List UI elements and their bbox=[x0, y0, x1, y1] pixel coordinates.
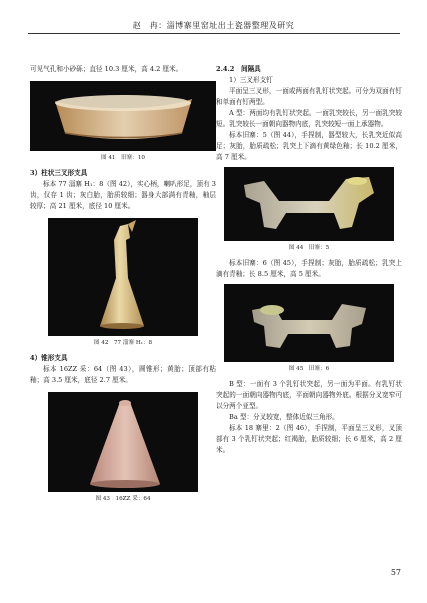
tripod-spur-a-illustration bbox=[224, 167, 394, 241]
cone-support-illustration bbox=[48, 392, 198, 492]
bowl-sherd-illustration bbox=[30, 81, 216, 151]
tripod-spur-b-illustration bbox=[224, 284, 394, 362]
figure-41-photo bbox=[30, 81, 216, 151]
figure-45-caption: 图 45 旧寨：6 bbox=[288, 366, 330, 372]
subsection-1-body: 平面呈三叉形，一面或两面有乳钉状突起。可分为双面有钉和单面有钉两型。 bbox=[216, 87, 402, 106]
section-4-body: 标本 16ZZ 采：64（图 43），圆锥形；黄胎；顶部有粘釉；高 3.5 厘米，底径 2.7 厘米。 bbox=[30, 365, 216, 384]
right-column bbox=[216, 64, 402, 456]
type-a-body: A 型：两面均有乳钉状突起。一面乳突较长，另一面乳突较短。乳突较长一面朝向器物内底，乳突较短一面上承器物。 bbox=[216, 109, 402, 128]
figure-41-caption: 图 41 旧寨：10 bbox=[101, 155, 145, 161]
left-column bbox=[30, 64, 216, 509]
header-rule bbox=[28, 33, 400, 34]
specimen-jiuzhai-5: 标本旧寨：5（图 44），手捏制，器型较大，长乳突近似高足；灰胎，胎质疏松；乳突上下滴有黄绿色釉；长 10.2 厘米，高 7 厘米。 bbox=[216, 131, 402, 161]
running-header: 赵 冉：淄博寨里窑址出土瓷器整理及研究 bbox=[132, 21, 295, 30]
figure-43-caption: 图 43 16ZZ 采：64 bbox=[95, 496, 151, 502]
figure-42-caption: 图 42 77 淄寨 H₁：8 bbox=[93, 340, 153, 346]
figure-45-photo bbox=[224, 284, 394, 362]
type-ba-body: Ba 型：分叉较宽，整体近似三角形。 bbox=[229, 413, 339, 421]
section-2-4-2-heading: 2.4.2 间隔具 bbox=[216, 65, 261, 73]
figure-44-caption: 图 44 旧寨：5 bbox=[288, 245, 330, 251]
type-b-body: B 型：一面有 3 个乳钉状突起，另一面为平面。有乳钉状突起的一面朝向器物内底，平面朝向器物外底。根据分叉宽窄可以分两个亚型。 bbox=[216, 380, 402, 410]
figure-44-photo bbox=[224, 167, 394, 241]
subsection-1-title: 1）三叉形支钉 bbox=[229, 76, 273, 84]
column-support-illustration bbox=[48, 218, 198, 336]
figure-43-photo bbox=[48, 392, 198, 492]
specimen-18-zhaili-2: 标本 18 寨里：2（图 46），手捏制，平面呈三叉形，叉顶部有 3 个乳钉状突起；红褐胎，胎质较细；长 6 厘米，高 2 厘米。 bbox=[216, 424, 402, 454]
page-number: 57 bbox=[390, 568, 401, 577]
intro-text: 可见气孔和小砂砾；直径 10.3 厘米，高 4.2 厘米。 bbox=[30, 65, 183, 73]
specimen-jiuzhai-6: 标本旧寨：6（图 45），手捏制；灰胎，胎质疏松；乳突上滴有青釉；长 8.5 厘米，高 5 厘米。 bbox=[216, 259, 402, 278]
section-3-body: 标本 77 淄寨 H₁：8（图 42），实心柄，喇叭形足，顶有 3 齿，仅存 1 齿；灰白胎，胎质较细；器身大部满有青釉，釉层较厚；高 21 厘米，底径 10 厘米。 bbox=[30, 180, 216, 210]
section-4-title: 4）锥形支具 bbox=[30, 354, 68, 362]
figure-42-photo bbox=[48, 218, 198, 336]
section-3-title: 3）柱状三叉形支具 bbox=[30, 169, 88, 177]
